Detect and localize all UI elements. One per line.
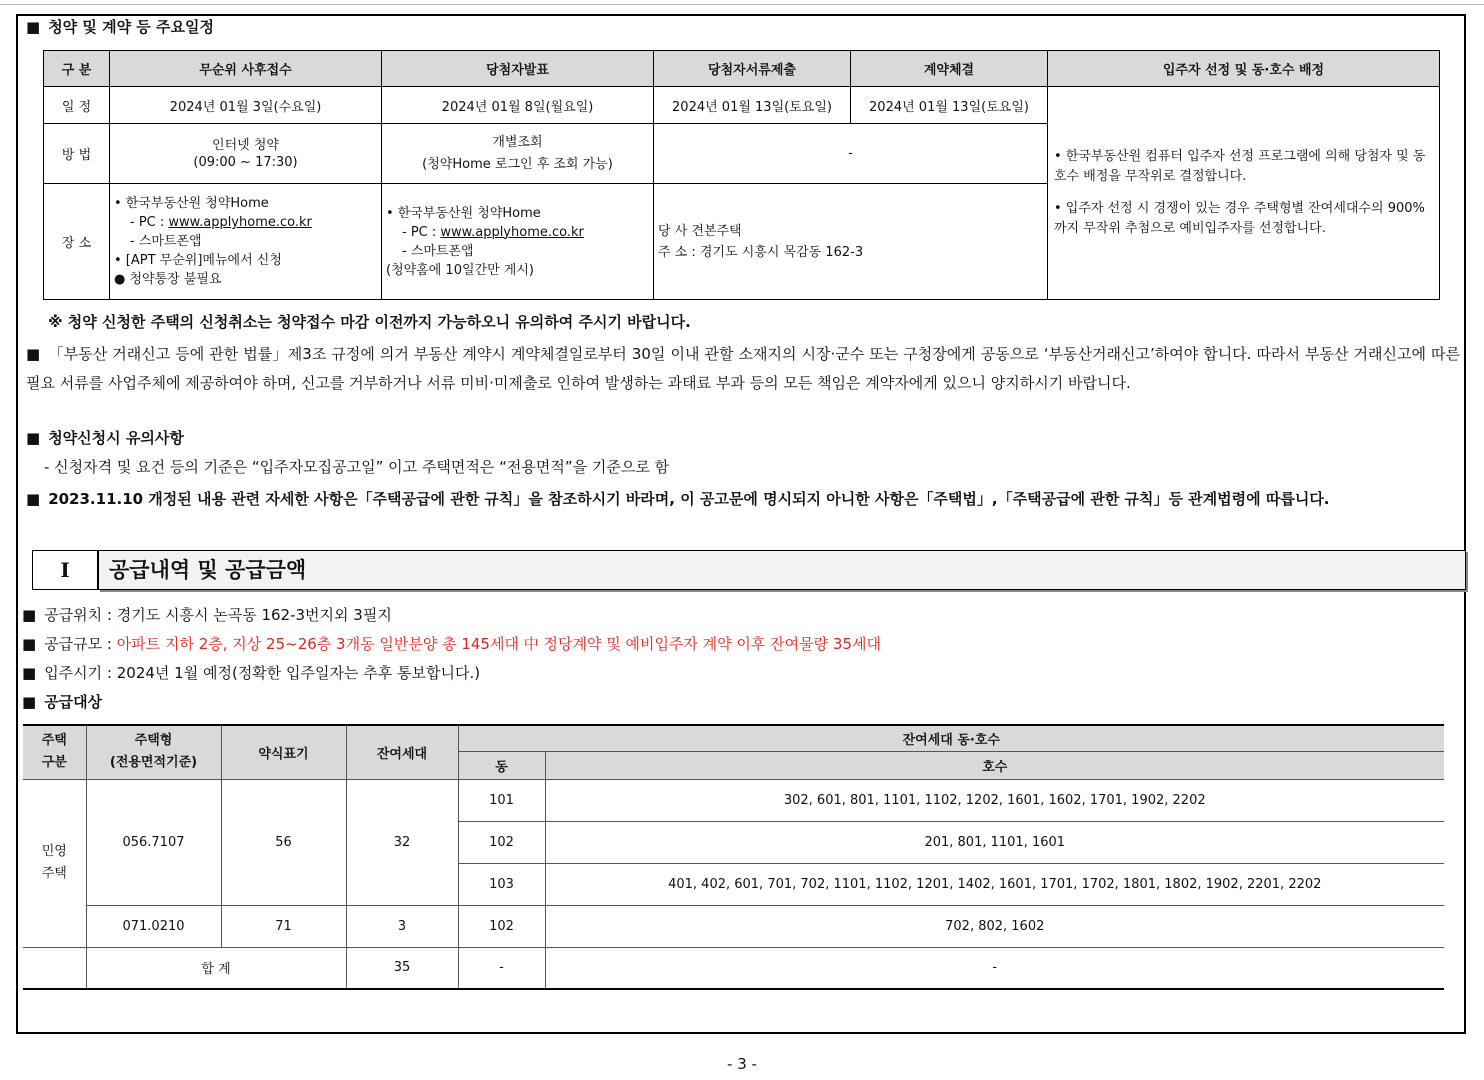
section-title: 공급내역 및 공급금액 [98,550,1466,590]
movein-value: 2024년 1월 예정(정확한 입주일자는 추후 통보합니다.) [116,664,481,682]
place-announce-line2 [386,223,651,242]
hdr-model: 주택형 (전용면적기준) [86,725,221,779]
report-note [26,340,1460,398]
date-apply: 2024년 01월 3일(수요일) [110,87,382,124]
place-docs [654,184,1048,300]
schedule-heading-text: 청약 및 계약 등 주요일정 [48,18,214,36]
applyhome-link[interactable]: www.applyhome.co.kr [440,224,584,240]
hdr-dong: 동 [458,751,545,779]
method-docs: - [654,124,1048,184]
cancel-note: ※ 청약 신청한 주택의 신청취소는 청약접수 마감 이전까지 가능하오니 유의하여 주시기 바랍니다. [48,313,691,331]
target-heading-text: 공급대상 [44,693,103,711]
supply-scale [22,633,881,654]
schedule-date-row [44,87,1440,124]
rules-note [26,485,1460,514]
col-apply: 무순위 사후접수 [110,51,382,87]
model-cell: 071.0210 [86,905,221,947]
table-row [23,905,1444,947]
short-cell: 71 [221,905,346,947]
supply-location [22,604,392,625]
pc-label: - PC : [130,215,169,230]
row-label-place: 장 소 [44,184,110,300]
dong-cell: 102 [458,905,545,947]
total-label: 합 계 [86,947,346,989]
applyhome-link[interactable]: www.applyhome.co.kr [168,215,312,230]
place-apply-line1: • 한국부동산원 청약Home [114,196,269,211]
target-heading [22,691,102,712]
date-contract: 2024년 01월 13일(토요일) [851,87,1048,124]
assignment-note-2: • 입주자 선정 시 경쟁이 있는 경우 주택형별 잔여세대수의 900%까지 무작위 추첨으로 예비입주자를 선정합니다. [1054,201,1425,236]
model-cell: 056.7107 [86,779,221,905]
hdr-remain: 잔여세대 [346,725,458,779]
method-announce-line1: 개별조회 [492,134,543,150]
ho-cell: 401, 402, 601, 701, 702, 1101, 1102, 1201, 1402, 1601, 1701, 1702, 1801, 1802, 1902, 2201, 2202 [545,863,1444,905]
hdr-units: 잔여세대 동·호수 [458,725,1444,751]
total-row [23,947,1444,989]
place-apply-line5: ● 청약통장 불필요 [114,272,222,287]
col-assignment: 입주자 선정 및 동·호수 배정 [1048,51,1440,87]
col-announce: 당첨자발표 [382,51,654,87]
top-rule [0,4,1484,5]
ho-cell: 302, 601, 801, 1101, 1102, 1202, 1601, 1602, 1701, 1902, 2202 [545,779,1444,821]
method-announce-line2: (청약Home 로그인 후 조회 가능) [422,156,613,172]
date-docs: 2024년 01월 13일(토요일) [654,87,851,124]
caution-heading [26,427,184,448]
col-contract: 계약체결 [851,51,1048,87]
col-docs: 당첨자서류제출 [654,51,851,87]
rules-note-text: 2023.11.10 개정된 내용 관련 자세한 사항은「주택공급에 관한 규칙」을 참조하시기 바라며, 이 공고문에 명시되지 아니한 사항은「주택법」,「주택공급에 관한 규칙」등 관계법령에 따릅니다. [48,490,1330,508]
pc-label: - PC : [402,224,441,240]
total-ho: - [545,947,1444,989]
ho-cell: 702, 802, 1602 [545,905,1444,947]
hdr-short: 약식표기 [221,725,346,779]
method-apply-line1: 인터넷 청약 [212,137,279,153]
method-apply [110,124,382,184]
supply-table [23,724,1444,990]
total-dong: - [458,947,545,989]
place-docs-line2: 주 소 : 경기도 시흥시 목감동 162-3 [658,244,864,260]
location-label: 공급위치 : [44,606,117,624]
hdr-ho: 호수 [545,751,1444,779]
row-label-method: 방 법 [44,124,110,184]
short-cell: 56 [221,779,346,905]
place-announce-line3: - 스마트폰앱 [402,243,474,259]
dong-cell: 102 [458,821,545,863]
schedule-heading [26,16,214,37]
page-number: - 3 - [727,1055,757,1073]
place-announce-line4: (청약홈에 10일간만 게시) [386,262,534,278]
place-apply [110,184,382,300]
col-division: 구 분 [44,51,110,87]
dong-cell: 103 [458,863,545,905]
supply-movein [22,662,480,683]
scale-value: 아파트 지하 2층, 지상 25~26층 3개동 일반분양 총 145세대 中 정당계약 및 예비입주자 계약 이후 잔여물량 35세대 [116,635,881,653]
scale-label: 공급규모 : [44,635,117,653]
supply-header-row-1 [23,725,1444,751]
place-docs-line1: 당 사 견본주택 [658,223,742,239]
assignment-cell [1048,87,1440,300]
category-cell: 민영 주택 [23,779,86,947]
ho-cell: 201, 801, 1101, 1601 [545,821,1444,863]
place-apply-line4: • [APT 무순위]메뉴에서 신청 [114,253,282,268]
total-remain: 35 [346,947,458,989]
hdr-house-type: 주택 구분 [23,725,86,779]
dong-cell: 101 [458,779,545,821]
caution-item: - 신청자격 및 요건 등의 기준은 “입주자모집공고일” 이고 주택면적은 “전용면적”을 기준으로 함 [44,458,670,476]
remain-cell: 32 [346,779,458,905]
row-label-date: 일 정 [44,87,110,124]
table-row [23,779,1444,821]
location-value: 경기도 시흥시 논곡동 162-3번지외 3필지 [116,606,392,624]
report-note-text: 「부동산 거래신고 등에 관한 법률」제3조 규정에 의거 부동산 계약시 계약체결일로부터 30일 이내 관할 소재지의 시장·군수 또는 구청장에게 공동으로 ‘부동산거래신고’하여야 합니다. 따라서 부동산 거래신고에 따른 필요 서류를 사업주체에 제공하여야 하며, 신고를 거부하거나 서류 미비·미제출로 인하여 발생하는 과태료 부과 등의 모든 책임은 계약자에게 있으니 양지하시기 바랍니다. [26,345,1460,392]
method-apply-line2: (09:00 ~ 17:30) [193,154,298,170]
date-announce: 2024년 01월 8일(월요일) [382,87,654,124]
place-announce [382,184,654,300]
assignment-note-1: • 한국부동산원 컴퓨터 입주자 선정 프로그램에 의해 당첨자 및 동호수 배정을 무작위로 결정합니다. [1054,149,1426,184]
section-number: I [32,550,98,590]
remain-cell: 3 [346,905,458,947]
place-announce-line1: • 한국부동산원 청약Home [386,205,541,221]
place-apply-line3: - 스마트폰앱 [130,234,202,249]
movein-label: 입주시기 : [44,664,117,682]
place-apply-line2 [114,213,379,232]
schedule-header-row [44,51,1440,87]
schedule-table [43,50,1440,300]
caution-heading-text: 청약신청시 유의사항 [48,429,184,447]
total-blank [23,947,86,989]
method-announce [382,124,654,184]
